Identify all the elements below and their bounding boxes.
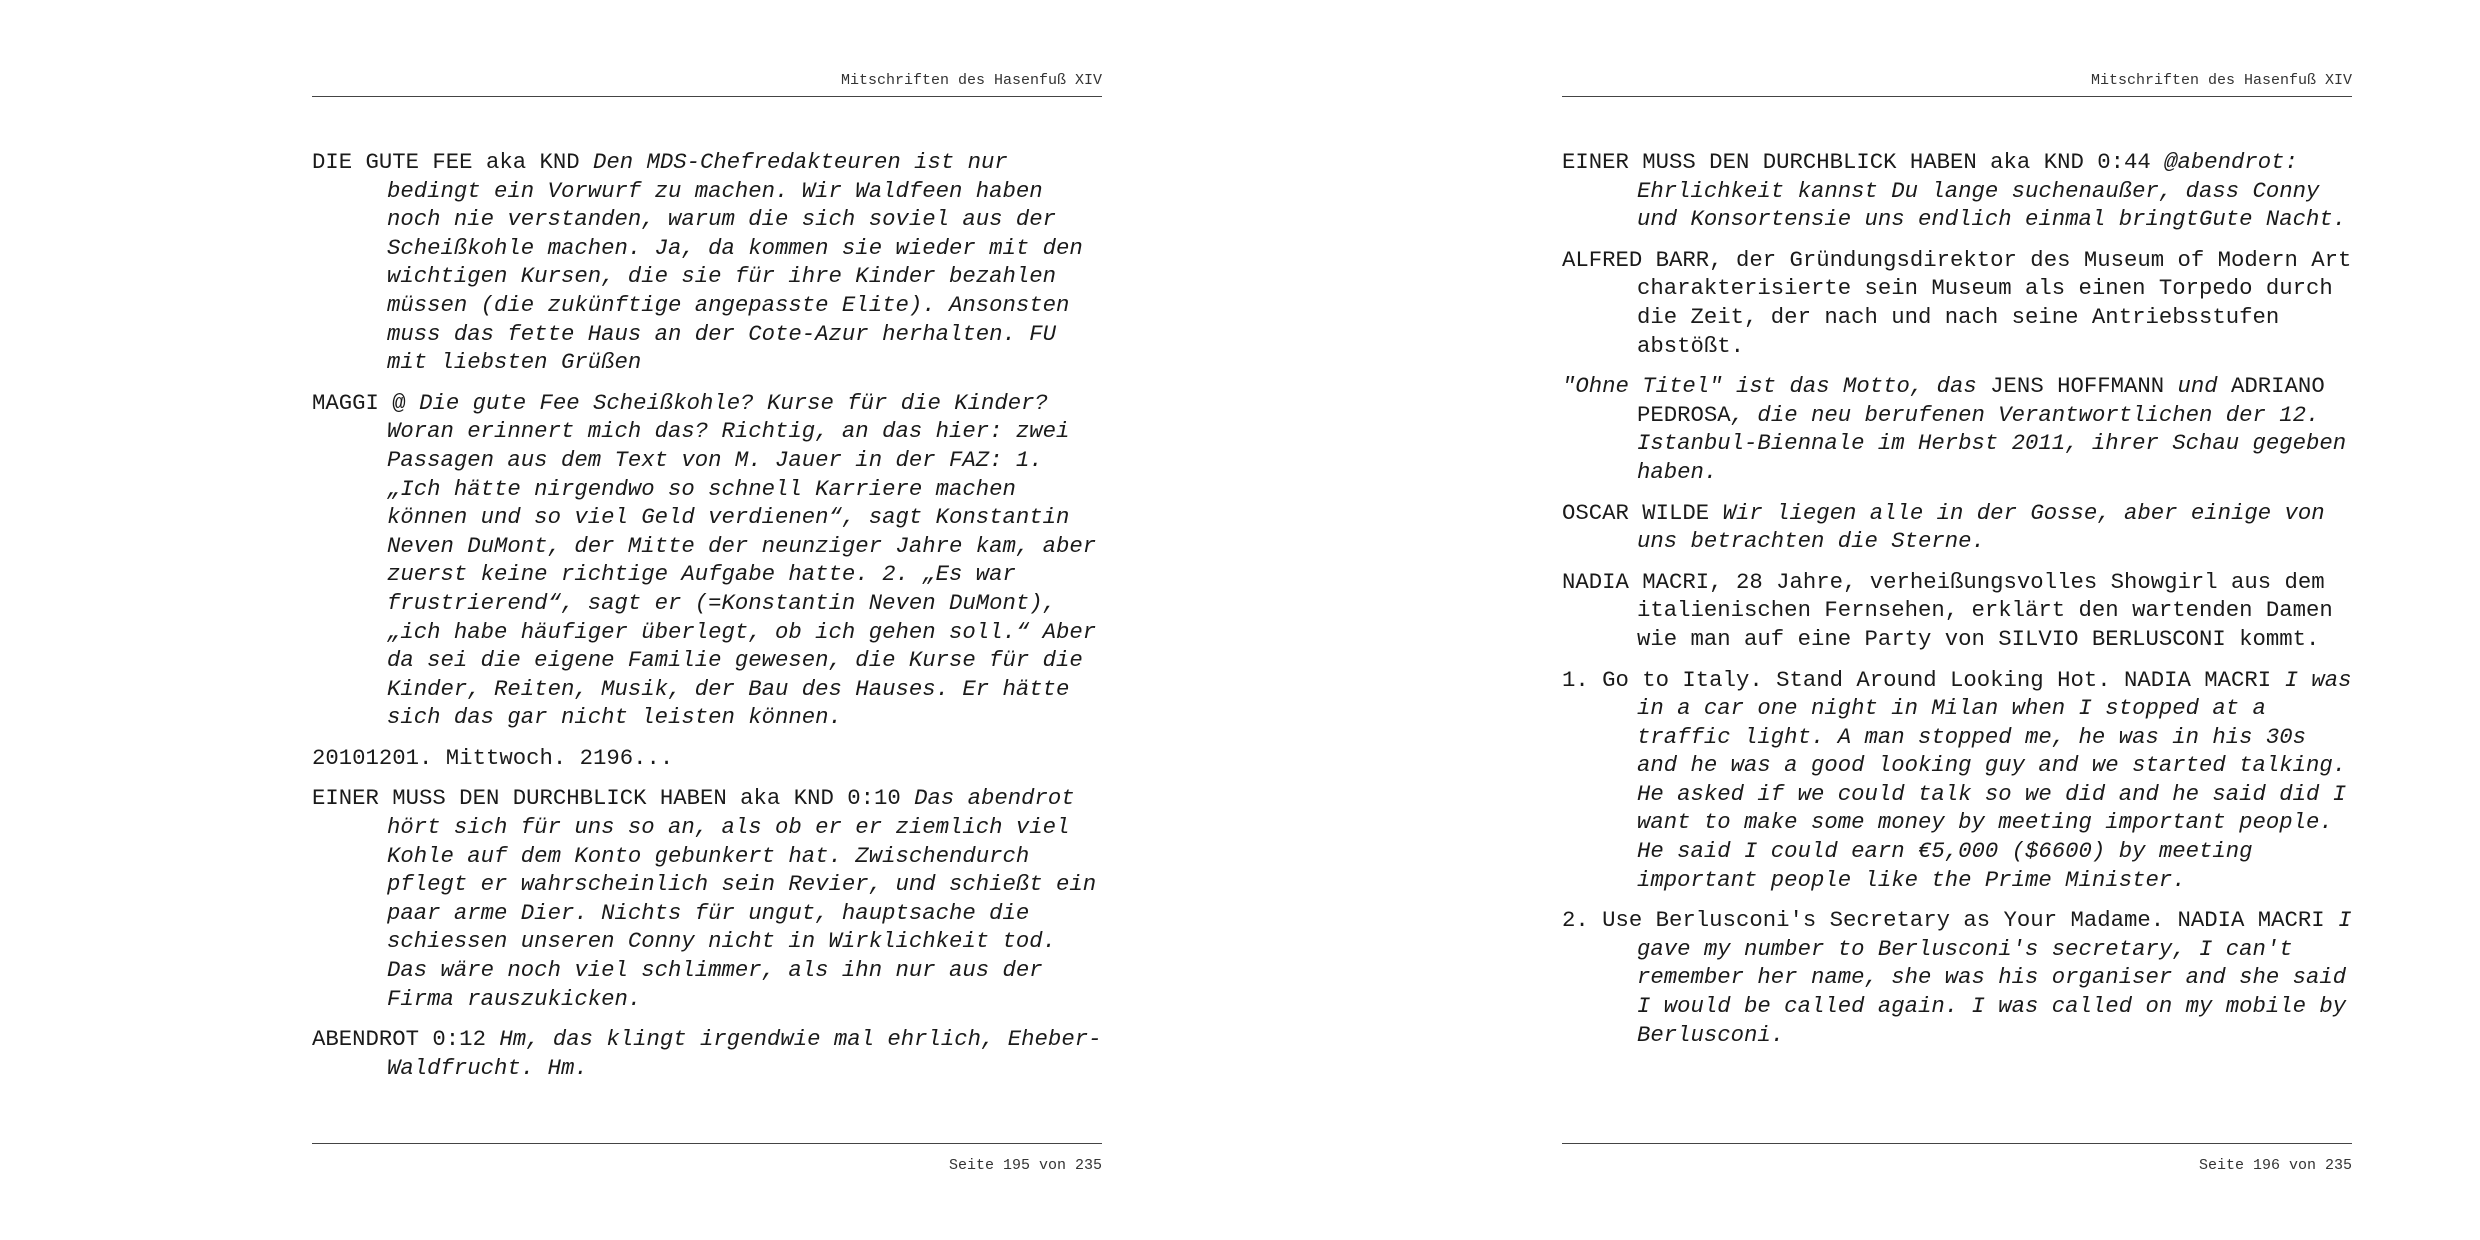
entry-speaker: NADIA MACRI, 28 Jahre, verheißungsvolles Showgirl aus dem italienischen Fernsehen, erklärt den wartenden Damen wie man auf eine Party von SILVIO BERLUSCONI kommt. (1562, 568, 2333, 652)
entry (1562, 372, 2352, 486)
entry-speaker: MAGGI @ (312, 389, 406, 416)
running-header: Mitschriften des Hasenfuß XIV (2090, 72, 2352, 89)
entry (1562, 148, 2352, 234)
entry-text: und (2164, 373, 2232, 400)
entry-speaker: ALFRED BARR, der Gründungsdirektor des Museum of Modern Art charakterisierte sein Museum als einen Torpedo durch die Zeit, der nach und nach seine Antriebsstufen abstößt. (1562, 246, 2352, 359)
entry-speaker: 2. Use Berlusconi's Secretary as Your Madame. NADIA MACRI (1562, 907, 2325, 934)
entry (312, 1025, 1102, 1082)
entry (312, 389, 1102, 732)
right-page (1562, 0, 2352, 1240)
footer-rule (1562, 1143, 2352, 1144)
header-rule (312, 96, 1102, 97)
entry-text: Den MDS-Chefredakteuren ist nur bedingt ein Vorwurf zu machen. Wir Waldfeen haben noch nie verstanden, warum die sich soviel aus der Scheißkohle machen. Ja, da kommen sie wieder mit den wichtigen Kursen, die sie für ihre Kinder bezahlen müssen (die zukünftige angepasste Elite). Ansonsten muss das fette Haus an der Cote-Azur herhalten. FU mit liebsten Grüßen (387, 149, 1083, 376)
header-rule (1562, 96, 2352, 97)
entry-text: I gave my number to Berlusconi's secretary, I can't remember her name, she was his organiser and she said I would be called again. I was called on my mobile by Berlusconi. (1637, 907, 2352, 1048)
entry (1562, 568, 2352, 654)
page-number: Seite 196 von 235 (2198, 1157, 2352, 1174)
entry-text: , die neu berufenen Verantwortlichen der 12. Istanbul-Biennale im Herbst 2011, ihrer Schau gegeben haben. (1637, 401, 2347, 485)
entry (1562, 666, 2352, 895)
page-body (1562, 148, 2352, 1061)
entry-speaker: ABENDROT 0:12 (312, 1026, 486, 1053)
entry-text: @abendrot: Ehrlichkeit kannst Du lange suchenaußer, dass Conny und Konsortensie uns endlich einmal bringtGute Nacht. (1637, 149, 2347, 233)
footer-rule (312, 1143, 1102, 1144)
entry-text: Hm, das klingt irgendwie mal ehrlich, Eheber-Waldfrucht. Hm. (387, 1026, 1102, 1081)
entry-name: JENS HOFFMANN (1990, 373, 2165, 400)
left-page (312, 0, 1102, 1240)
entry (1562, 246, 2352, 360)
entry-speaker: 20101201. Mittwoch. 2196... (312, 744, 674, 771)
entry (312, 148, 1102, 377)
entry-speaker: EINER MUSS DEN DURCHBLICK HABEN aka KND 0:10 (312, 785, 901, 812)
entry (312, 744, 1102, 773)
entry (312, 784, 1102, 1013)
entry-speaker: OSCAR WILDE (1562, 499, 1710, 526)
entry-text: Wir liegen alle in der Gosse, aber einige von uns betrachten die Sterne. (1637, 499, 2325, 555)
entry-text: Die gute Fee Scheißkohle? Kurse für die Kinder? Woran erinnert mich das? Richtig, an das hier: zwei Passagen aus dem Text von M. Jauer in der FAZ: 1. „Ich hätte nirgendwo so schnell Karriere machen können und so viel Geld verdienen“, sagt Konstantin Neven DuMont, der Mitte der neunziger Jahre kam, aber zuerst keine richtige Aufgabe hatte. 2. „Es war frustrierend“, sagt er (=Konstantin Neven DuMont), „ich habe häufiger überlegt, ob ich gehen soll.“ Aber da sei die eigene Familie gewesen, die Kurse für die Kinder, Reiten, Musik, der Bau des Hauses. Er hätte sich das gar nicht leisten können. (387, 389, 1097, 731)
entry-text: "Ohne Titel" ist das Motto, das (1562, 373, 1991, 400)
entry-text: Das abendrot hört sich für uns so an, als ob er er ziemlich viel Kohle auf dem Konto gebunkert hat. Zwischendurch pflegt er wahrscheinlich sein Revier, und schießt ein paar arme Dier. Nichts für ungut, hauptsache die schiessen unseren Conny nicht in Wirklichkeit tod. Das wäre noch viel schlimmer, als ihn nur aus der Firma rauszukicken. (387, 785, 1097, 1012)
entry-speaker: DIE GUTE FEE aka KND (312, 149, 580, 175)
page-number: Seite 195 von 235 (948, 1157, 1102, 1174)
page-body (312, 148, 1102, 1094)
entry-text: I was in a car one night in Milan when I stopped at a traffic light. A man stopped me, he was in his 30s and he was a good looking guy and we started talking. He asked if we could talk so we did and he said did I want to make some money by meeting important people. He said I could earn €5,000 ($6600) by meeting important people like the Prime Minister. (1637, 666, 2352, 893)
entry (1562, 906, 2352, 1049)
entry-speaker: EINER MUSS DEN DURCHBLICK HABEN aka KND 0:44 (1562, 149, 2151, 175)
entry-name: ADRIANO PEDROSA (1637, 373, 2325, 428)
entry (1562, 499, 2352, 556)
running-header: Mitschriften des Hasenfuß XIV (840, 72, 1102, 89)
entry-speaker: 1. Go to Italy. Stand Around Looking Hot. NADIA MACRI (1562, 666, 2272, 693)
